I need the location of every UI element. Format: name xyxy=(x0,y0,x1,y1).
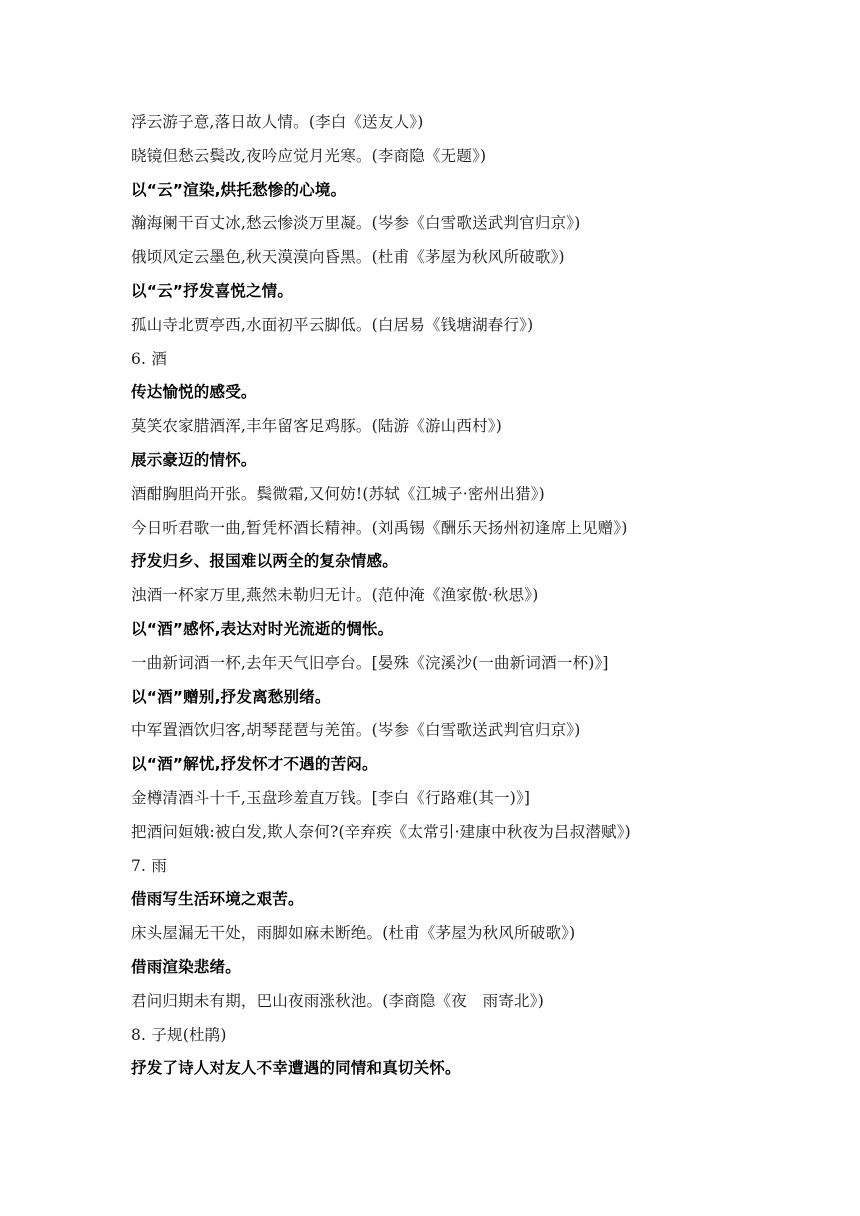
section-heading: 7. 雨 xyxy=(131,856,168,875)
poem-line: 君问归期未有期，巴山夜雨涨秋池。(李商隐《夜 雨寄北》) xyxy=(131,991,544,1010)
section-heading: 8. 子规(杜鹃) xyxy=(131,1025,227,1044)
theme-heading: 抒发归乡、报国难以两全的复杂情感。 xyxy=(131,552,398,571)
theme-heading: 传达愉悦的感受。 xyxy=(131,383,257,402)
poem-line: 孤山寺北贾亭西,水面初平云脚低。(白居易《钱塘湖春行》) xyxy=(131,315,534,334)
theme-heading: 以“云”渲染,烘托愁惨的心境。 xyxy=(131,180,347,199)
theme-heading: 以“酒”感怀,表达对时光流逝的惆怅。 xyxy=(131,619,394,638)
poem-line: 金樽清酒斗十千,玉盘珍羞直万钱。[李白《行路难(其一)》] xyxy=(131,788,531,807)
section-heading: 6. 酒 xyxy=(131,349,168,368)
theme-heading: 展示豪迈的情怀。 xyxy=(131,450,257,469)
theme-heading: 借雨写生活环境之艰苦。 xyxy=(131,890,304,909)
poem-line: 一曲新词酒一杯,去年天气旧亭台。[晏殊《浣溪沙(一曲新词酒一杯)》] xyxy=(131,653,609,672)
poem-line: 床头屋漏无干处，雨脚如麻未断绝。(杜甫《茅屋为秋风所破歌》) xyxy=(131,924,576,943)
poem-line: 浮云游子意,落日故人情。(李白《送友人》) xyxy=(131,113,424,131)
poem-line: 今日听君歌一曲,暂凭杯酒长精神。(刘禹锡《酬乐天扬州初逢席上见赠》) xyxy=(131,518,628,537)
poem-line: 中军置酒饮归客,胡琴琵琶与羌笛。(岑参《白雪歌送武判官归京》) xyxy=(131,721,581,740)
theme-heading: 以“酒”赠别,抒发离愁别绪。 xyxy=(131,687,331,706)
poem-line: 莫笑农家腊酒浑,丰年留客足鸡豚。(陆游《游山西村》) xyxy=(131,417,502,436)
poem-line: 瀚海阑干百丈冰,愁云惨淡万里凝。(岑参《白雪歌送武判官归京》) xyxy=(131,214,581,233)
poem-line: 把酒问姮娥:被白发,欺人奈何?(辛弃疾《太常引·建康中秋夜为吕叔潜赋》) xyxy=(131,822,631,841)
theme-heading: 以“酒”解忧,抒发怀才不遇的苦闷。 xyxy=(131,755,378,774)
theme-heading: 抒发了诗人对友人不幸遭遇的同情和真切关怀。 xyxy=(131,1059,461,1078)
poem-line: 俄顷风定云墨色,秋天漠漠向昏黑。(杜甫《茅屋为秋风所破歌》) xyxy=(131,248,565,267)
poem-line: 晓镜但愁云鬓改,夜吟应觉月光寒。(李商隐《无题》) xyxy=(131,146,487,165)
poem-line: 酒酣胸胆尚开张。鬓微霜,又何妨!(苏轼《江城子·密州出猎》) xyxy=(131,484,545,503)
theme-heading: 以“云”抒发喜悦之情。 xyxy=(131,281,294,300)
poem-line: 浊酒一杯家万里,燕然未勒归无计。(范仲淹《渔家傲·秋思》) xyxy=(131,586,539,605)
theme-heading: 借雨渲染悲绪。 xyxy=(131,957,241,976)
document-body xyxy=(131,106,811,1086)
